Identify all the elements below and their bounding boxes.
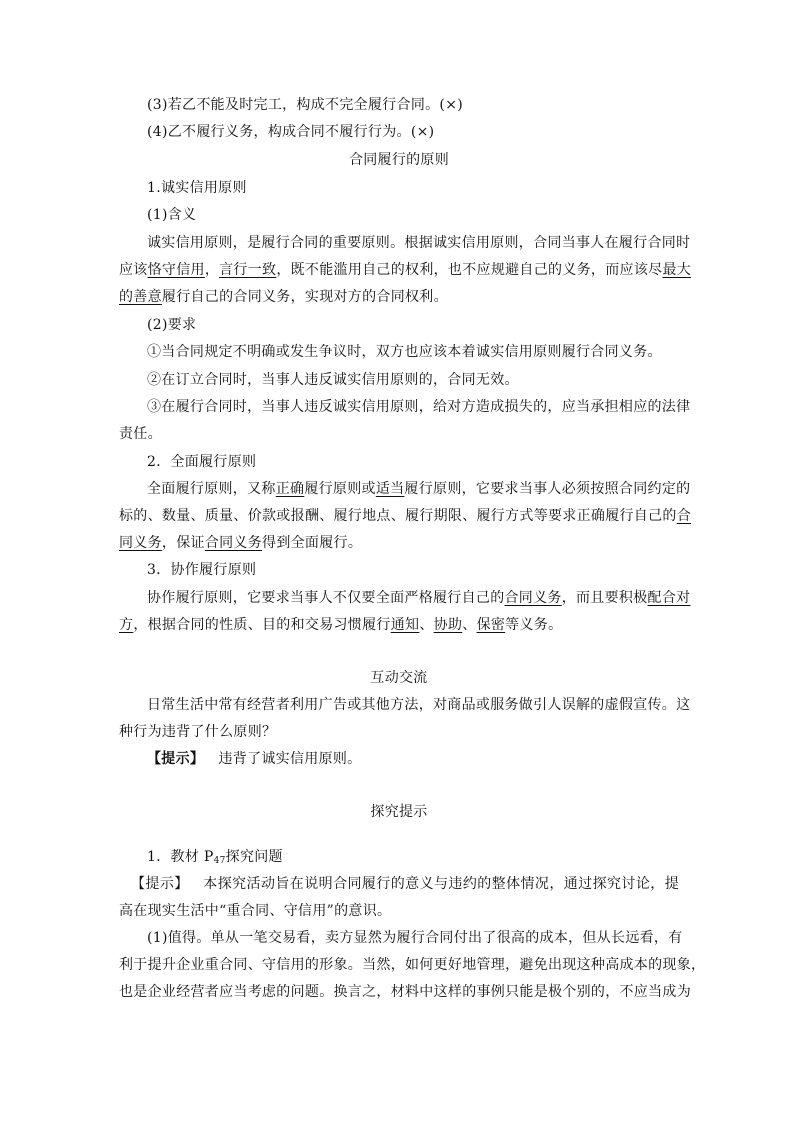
paragraph-line: 利于提升企业重合同、守信用的形象。当然，如何更好地管理，避免出现这种高成本的现象， — [119, 957, 706, 973]
text-run: ，而且要积极 — [561, 590, 648, 606]
text-run: ，既不能滥用自己的权利，也不应规避自己的义务，而应该尽 — [276, 262, 663, 278]
underlined-term: 配合对 — [647, 590, 691, 606]
hint-line — [131, 875, 679, 893]
paragraph-line — [119, 616, 679, 634]
underlined-term: 适当 — [375, 481, 405, 497]
text-run: 、 — [419, 617, 434, 633]
paragraph-line: 高在现实生活中“重合同、守信用”的意识。 — [119, 903, 392, 919]
section-heading-contract-principles: 合同履行的原则 — [348, 152, 450, 168]
text-run: 履行自己的合同义务，实现对方的合同权利。 — [161, 289, 448, 305]
underlined-term: 言行一致 — [219, 262, 277, 278]
underlined-term: 正确 — [275, 481, 305, 497]
underlined-term: 保密 — [476, 617, 506, 633]
subheading-cooperation: 3．协作履行原则 — [147, 562, 257, 578]
paragraph-line: 诚实信用原则，是履行合同的重要原则。根据诚实信用原则，合同当事人在履行合同时 — [147, 235, 691, 251]
hint-label: 【提示】 — [147, 751, 205, 767]
page-subscript: 47 — [213, 856, 226, 866]
subheading-full-performance: 2．全面履行原则 — [147, 454, 257, 470]
paragraph-line: 日常生活中常有经营者利用广告或其他方法，对商品或服务做引人误解的虚假宣传。这 — [147, 697, 691, 713]
underlined-term: 合同义务 — [204, 535, 263, 551]
requirement-item-1: ①当合同规定不明确或发生争议时，双方也应该本着诚实信用原则履行合同义务。 — [147, 344, 662, 360]
text-run: ，保证 — [161, 535, 205, 551]
text-run: ，根据合同的性质、目的和交易习惯履行 — [133, 617, 391, 633]
requirement-item-2: ②在订立合同时，当事人违反诚实信用原则的，合同无效。 — [147, 372, 519, 388]
text-run: 履行原则，它要求当事人必须按照合同约定的 — [404, 481, 691, 497]
paragraph-line: 责任。 — [119, 426, 162, 442]
underlined-term: 合 — [676, 508, 692, 524]
paragraph-line — [119, 534, 679, 552]
text-run: 本探究活动旨在说明合同履行的意义与违约的整体情况，通过探究讨论，提 — [203, 876, 679, 892]
paragraph-line — [119, 288, 679, 306]
paragraph-line: 也是企业经营者应当考虑的问题。换言之，材料中这样的事例只能是极个别的，不应当成为 — [119, 984, 691, 1000]
section-heading-interaction: 互动交流 — [370, 670, 428, 686]
underlined-term: 恪守信用 — [147, 262, 205, 278]
paragraph-line — [119, 507, 692, 525]
paragraph-line — [147, 589, 691, 607]
subheading-good-faith: 1.诚实信用原则 — [147, 180, 247, 196]
paragraph-line: (1)值得。单从一笔交易看，卖方显然为履行合同付出了很高的成本，但从长远看，有 — [147, 930, 683, 946]
paragraph-line — [147, 480, 691, 498]
subheading-meaning: (1)含义 — [147, 207, 197, 223]
underlined-term: 协助 — [433, 617, 463, 633]
text-run: 协作履行原则，它要求当事人不仅要全面严格履行自己的 — [147, 590, 505, 606]
text-run: 、 — [462, 617, 477, 633]
underlined-term: 最大 — [662, 262, 692, 278]
text-run: 应该 — [119, 262, 148, 278]
hint-line — [147, 750, 707, 768]
subheading-requirements: (2)要求 — [147, 317, 197, 333]
text-run: 履行原则或 — [304, 481, 376, 497]
hint-label: 【提示】 — [131, 876, 189, 892]
text-run: 等义务。 — [505, 617, 563, 633]
judgment-item-4: (4)乙不履行义务，构成合同不履行行为。(×) — [147, 124, 435, 140]
text-run: 违背了诚实信用原则。 — [218, 751, 362, 767]
underlined-term: 的善意 — [119, 289, 162, 305]
text-run: 得到全面履行。 — [262, 535, 363, 551]
section-heading-exploration: 探究提示 — [370, 804, 428, 820]
text-run: 全面履行原则，又称 — [147, 481, 276, 497]
text-run: 标的、数量、质量、价款或报酬、履行地点、履行期限、履行方式等要求正确履行自己的 — [119, 508, 677, 524]
requirement-item-3: ③在履行合同时，当事人违反诚实信用原则，给对方造成损失的，应当承担相应的法律 — [147, 399, 691, 415]
underlined-term: 合同义务 — [504, 590, 562, 606]
underlined-term: 方 — [119, 617, 134, 633]
paragraph-line: 种行为违背了什么原则？ — [119, 724, 277, 740]
underlined-term: 通知 — [390, 617, 420, 633]
text-run: 1．教材 P — [147, 849, 214, 865]
judgment-item-3: (3)若乙不能及时完工，构成不完全履行合同。(×) — [147, 97, 463, 113]
text-run: ， — [204, 262, 220, 278]
underlined-term: 同义务 — [119, 535, 162, 551]
text-run: 探究问题 — [225, 849, 283, 865]
paragraph-line — [119, 261, 692, 279]
subheading-textbook-question — [147, 848, 707, 870]
